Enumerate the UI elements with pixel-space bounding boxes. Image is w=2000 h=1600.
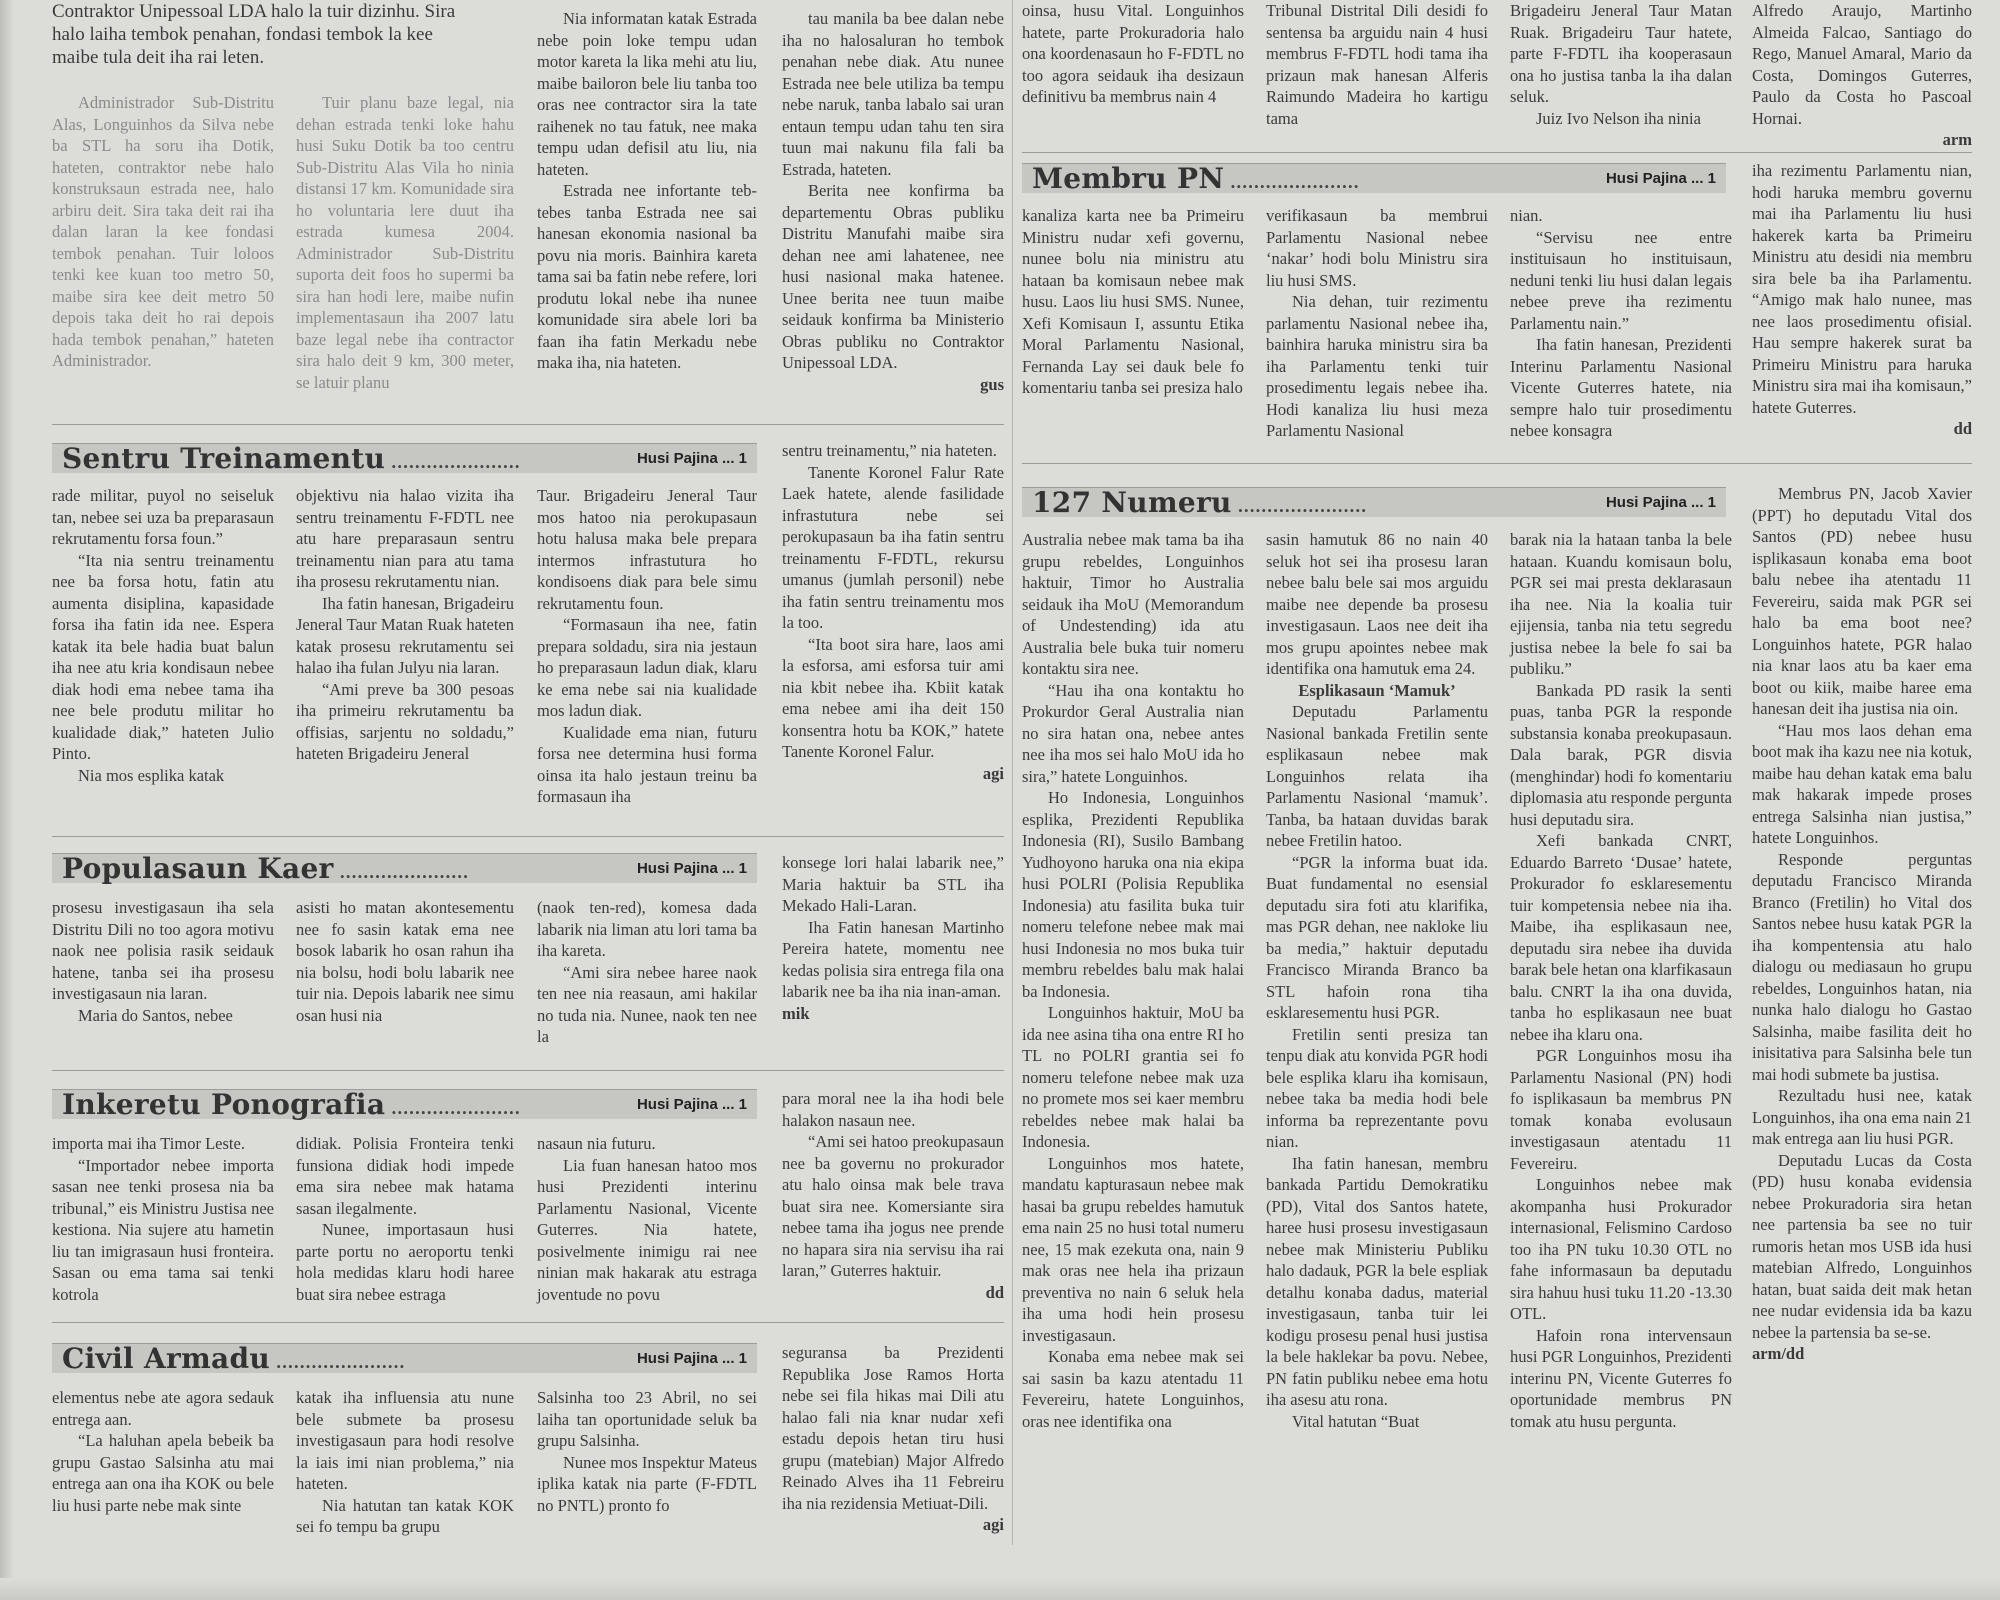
article-paragraph: Bankada PD rasik la senti puas, tanba PGR la responde substansia konaba preokupasaun. Dala barak, PGR disvia (menghindar) hodi fo komentariu diplomasia atu responde pergunta husi deputadu sira. (1510, 680, 1732, 829)
article-paragraph: Estrada nee infortante teb-tebes tanba Estrada nee sai hanesan ekonomia nasional ba povu nia moris. Bainhira kareta tama sai ba fatin nebe refere, lori produtu lokal nebe iha nunee komunidade sira abele lori ba faan iha fatin Merkadu nebe maka iha, nia hateten. (537, 181, 757, 372)
article-paragraph: didiak. Polisia Fronteira tenki funsiona didiak hodi impede ema sira nebee mak hatama sasan ilegalmente. (296, 1134, 514, 1218)
article-paragraph: Taur. Brigadeiru Jeneral Taur mos hatoo nia perokupasaun hotu halusa maka bele prepara intermos infrastutura ho kondisoens diak para bele simu rekrutamentu foun. (537, 486, 757, 613)
article-paragraph: barak nia la hataan tanba la bele hataan. Kuandu komisaun bolu, PGR sei mai presta deklarasaun iha nee. Nia la koalia tuir ejijensia, tanba nia tetu segredu justisa nebee la bele fo sai ba publiku.” (1510, 530, 1732, 678)
section-rule (52, 836, 1004, 837)
article-paragraph: “Servisu nee entre instituisaun ho instituisaun, neduni tenki liu husi dalan legais nebee preve iha rezimentu Parlamentu nain.” (1510, 227, 1732, 333)
article-paragraph: Iha Fatin hanesan Martinho Pereira hatete, momentu nee kedas polisia sira entrega fila ona labarik nee ba iha nia inan-aman. (782, 917, 1004, 1001)
article-paragraph: Vital hatutan “Buat (1292, 1411, 1420, 1431)
author-sign: dd (985, 1282, 1004, 1302)
article-paragraph: verifikasaun ba membrui Parlamentu Nasional nebee ‘nakar’ hodi bolu Ministru sira liu husi SMS. (1266, 206, 1488, 290)
sentru-col-2 (296, 485, 514, 820)
top-left-col-4 (782, 8, 1004, 410)
section-title: Membru PN ..... (1032, 162, 1359, 195)
inkeretu-col-2 (296, 1133, 514, 1311)
page-reference: Husi Pajina ... 1 (1605, 170, 1716, 187)
article-paragraph: Iha fatin hanesan, Prezidenti Interinu Parlamentu Nasional Vicente Guterres hatete, nia sempre halo tuir prosedimentu nebee konsagra (1510, 335, 1732, 440)
article-paragraph: asisti ho matan akontesementu nee fo sasin katak ema nee bosok labarik ho osan rahun iha nia bolsu, hodi bolu labarik nee tuir nia. Depois labarik nee simu osan husi nia (296, 898, 514, 1025)
article-paragraph: kanaliza karta nee ba Primeiru Ministru nudar xefi governu, nunee bolu nia ministru atu hataan ba komisaun nebee mak husu. Laos liu husi SMS. Nunee, Xefi Komisaun I, assuntu Etika Moral Parlamentu Nasional, Fernanda Lay sei dauk bele fo komentariu tanba sei presiza halo (1022, 206, 1244, 397)
article-paragraph: nian. (1510, 206, 1543, 225)
article-paragraph: tau manila ba bee dalan nebe iha no halosaluran ho tembok penahan nebe diak. Atu nunee Estrada nee bele utiliza ba tempu nebe naruk, tanba labalo sai uran entaun tempu udan tahu ten sira tuun mai nakunu fila fali ba Estrada, hateten. (782, 9, 1004, 179)
article-paragraph: iha rezimentu Parlamentu nian, hodi haruka membru governu mai iha Parlamentu liu husi hakerek karta ba Primeiru Ministru atu desidi nia membru sira bele ba iha Parlamentu. “Amigo mak halo nunee, mas nee laos prosedimentu ofisial. Hau sempre hakerek surat ba Primeiru Ministru para haruka Ministru sira mai iha komisaun,” hatete Guterres. (1752, 161, 1972, 417)
article-paragraph: Tanente Koronel Falur Rate Laek hatete, alende fasilidade infrastutura nebe sei perokupasaun ba iha fatin sentru treinamentu F-FDTL, rekursu umanus (jumlah personil) nebe iha fatin sentru treinamentu mos la too. (782, 462, 1004, 632)
article-paragraph: Fretilin senti presiza tan tenpu diak atu konvida PGR hodi bele esplika klaru iha komisaun, nebee taka ba media hodi bele informa ba reprezentante povu nian. (1266, 1024, 1488, 1151)
section-rule (52, 424, 1004, 425)
article-paragraph: Brigadeiru Jeneral Taur Matan Ruak. Brigadeiru Taur hatete, parte F-FDTL iha kooperasaun ona ho justisa tanba la iha dalan seluk. (1510, 1, 1732, 106)
article-paragraph: Deputadu Lucas da Costa (PD) husu konaba evidensia nebee Prokuradoria sira hetan nee partensia ba see no tuir rumoris hetan mos USB ida husi matebian Alfredo, Longuinhos hatan, buat saida deit mak hetan nee nudar evidensia ida ba kazu nebee la partensia ba se-se. (1752, 1150, 1972, 1342)
top-right-col-3 (1510, 0, 1732, 128)
section-header-populasaun (52, 853, 757, 883)
section-header-membru-pn (1022, 163, 1726, 193)
article-paragraph: (naok ten-red), komesa dada labarik nia liman atu lori tama ba iha kareta. (537, 898, 757, 960)
author-sign: gus (980, 374, 1004, 394)
section-rule (52, 1070, 1004, 1071)
populasaun-col-1 (52, 897, 274, 1059)
section-title: 127 Numeru ..... (1032, 486, 1367, 519)
article-paragraph: Iha fatin hanesan, Brigadeiru Jeneral Taur Matan Ruak hateten katak prosesu rekrutamentu sei halao iha fulan Julyu nia laran. (296, 593, 514, 677)
author-sign: agi (982, 1515, 1004, 1534)
article-paragraph: Australia nebee mak tama ba iha grupu rebeldes, Longuinhos haktuir, Timor ho Australia seidauk iha MoU (Memorandum of Undestending) ida atu Australia bele buka tuir nomeru kontaktu sira nee. (1022, 530, 1244, 678)
article-paragraph: Nunee mos Inspektur Mateus iplika katak nia parte (F-FDTL no PNTL) pronto fo (537, 1452, 757, 1515)
article-paragraph: Juiz Ivo Nelson iha ninia (1536, 108, 1701, 128)
article-paragraph: konsege lori halai labarik nee,” Maria haktuir ba STL iha Mekado Hali-Laran. (782, 853, 1004, 915)
author-sign: agi (982, 763, 1004, 783)
numeru-col-3 (1510, 529, 1732, 1529)
article-paragraph: importa mai iha Timor Leste. (52, 1134, 245, 1153)
article-paragraph: seguransa ba Prezidenti Republika Jose Ramos Horta nebe sei fila hikas mai Dili atu halao fali nia knar nudar xefi estadu depois hetan tiru husi grupu (matebian) Major Alfredo Reinado Alves iha 11 Febreiru iha nia rezidensia Metiuat-Dili. (782, 1343, 1004, 1513)
inkeretu-col-4 (782, 1088, 1004, 1311)
numeru-col-1 (1022, 529, 1244, 1529)
article-paragraph: Lia fuan hanesan hatoo mos husi Prezidenti interinu Parlamentu Nasional, Vicente Guterres. Nia hatete, posivelmente inimigu rai nee ninian mak hakarak atu estraga joventude no povu (537, 1155, 757, 1304)
article-paragraph: Longuinhos haktuir, MoU ba ida nee asina tiha ona entre RI ho TL no POLRI grantia sei fo nomeru telefone nebee mak uza no promete mos sei kaer membru rebeldes nebee mak halai ba Indonesia. (1022, 1003, 1244, 1151)
civil-col-4 (782, 1342, 1004, 1534)
article-paragraph: Berita nee konfirma ba departementu Obras publiku Distritu Manufahi maibe sira dehan nee ami lahatenee, nee husi nasional maka hatenee. Unee berita nee tuun maibe seidauk konfirma ba Ministerio Obras publiku no Contraktor Unipessoal LDA. (782, 181, 1004, 372)
section-rule (1022, 463, 1972, 464)
author-sign: arm (1942, 130, 1972, 149)
article-paragraph: “La haluhan apela bebeik ba grupu Gastao Salsinha atu mai entrega aan ona iha KOK ou bele liu husi parte nebe mak sinte (52, 1431, 274, 1515)
article-paragraph: Kualidade ema nian, futuru forsa nee determina husi forma oinsa ita halo jestaun treinu ba formasaun iha (537, 722, 757, 806)
membru-pn-col-4 (1752, 160, 1972, 455)
section-rule (52, 1322, 1004, 1323)
article-paragraph: Longuinhos mos hatete, mandatu kapturasaun nebee mak hasai ba grupu rebeldes hamutuk ema nain 25 no husi total numeru nee, 15 mak ezekuta ona, nain 9 mak oras nee hela iha prizaun preventiva no nain 6 seluk hela iha uma hodi hein prosesu investigasaun. (1022, 1153, 1244, 1345)
article-paragraph: “Ami sira nebee haree naok ten nee nia reasaun, ami hakilar no tuda nia. Nunee, naok ten nee la (537, 962, 757, 1046)
section-title: Populasaun Kaer ..... (62, 852, 469, 885)
top-left-lede (52, 0, 532, 80)
author-sign: mik (782, 1003, 810, 1023)
article-paragraph: Nunee, importasaun husi parte portu no aeroportu tenki hola medidas klaru hodi haree buat sira nebee estraga (296, 1220, 514, 1304)
top-left-col-3 (537, 8, 757, 410)
lede-line: Contraktor Unipessoal LDA halo la tuir dizinhu. Sira (52, 1, 456, 22)
article-paragraph: Tribunal Distrital Dili desidi fo sentensa ba arguidu nain 4 husi membrus F-FDTL hodi tama iha prizaun mak hanesan Alferis Raimundo Madeira ho kartigu tama (1266, 1, 1488, 128)
populasaun-col-3 (537, 897, 757, 1059)
article-paragraph: “Ami preve ba 300 pesoas iha primeiru rekrutamentu ba offisias, sarjentu no soldadu,” hateten Brigadeiru Jeneral (296, 679, 514, 763)
page-reference: Husi Pajina ... 1 (636, 450, 747, 467)
article-paragraph: “PGR la informa buat ida. Buat fundamental no esensial deputadu sira foti atu klarifika, mas PGR dehan, nee nakloke liu ba media,” haktuir deputadu Francisco Miranda Branco ba STL hafoin rona tiha esklaresementu husi PGR. (1266, 852, 1488, 1022)
article-paragraph: Maria do Santos, nebee (78, 1005, 233, 1025)
top-right-col-1 (1022, 0, 1244, 128)
populasaun-col-2 (296, 897, 514, 1059)
article-paragraph: Administrador Sub-Distritu Alas, Longuinhos da Silva nebe ba STL ha soru iha Dotik, hateten, contraktor nebe halo konstruksaun estrada nee, halo arbiru deit. Sira taka deit rai iha dalan laran la kee fondasi tembok penahan. Tuir loloos tenki kee kuan too metro 50, maibe sira kee deit metro 50 depois taka deit ho rai depois hada tembok penahan,” hateten Administrador. (52, 93, 274, 370)
article-paragraph: para moral nee la iha hodi bele halakon nasaun nee. (782, 1089, 1004, 1130)
article-paragraph: Ho Indonesia, Longuinhos esplika, Prezidenti Republika Indonesia (RI), Susilo Bambang Yudhoyono haruka ona nia ekipa husi POLRI (Polisia Republika Indonesia) atu fasilita buka tuir nomeru telefone nebee mak mai husi Indonesia no mos buka tuir membru rebeldes balu mak halai ba Indonesia. (1022, 788, 1244, 1001)
section-title: Sentru Treinamentu ..... (62, 442, 520, 475)
article-paragraph: Longuinhos nebee mak akompanha husi Prokurador internasional, Felismino Cardoso too iha PN tuku 10.30 OTL no fahe informasaun ba deputadu sira hahuu husi tuku 11.20 -13.30 OTL. (1510, 1175, 1732, 1323)
article-paragraph: oinsa, husu Vital. Longuinhos hatete, parte Prokuradoria halo ona koordenasaun ho F-FDTL no too agora seidauk iha desizaun definitivu ba membrus nain 4 (1022, 1, 1244, 106)
page-bottom-shadow (0, 1578, 2000, 1600)
top-right-col-4 (1752, 0, 1972, 149)
article-paragraph: elementus nebe ate agora sedauk entrega aan. (52, 1388, 274, 1429)
sentru-col-4 (782, 440, 1004, 820)
section-rule (1022, 152, 1972, 153)
section-header-127-numeru (1022, 487, 1726, 517)
article-paragraph: Iha fatin hanesan, membru bankada Partidu Demokratiku (PD), Vital dos Santos hatete, haree husi prosesu investigasaun nebee mak Ministeriu Publiku halo dadauk, PGR la bele espliak detalhu konaba dadus, material investigasaun, tanba tuir lei kodigu prosesu penal husi justisa la bele haklekar ba povu. Nebee, PN fatin publiku nebee ema hotu iha asesu atu rona. (1266, 1153, 1488, 1409)
sentru-col-1 (52, 485, 274, 820)
civil-col-2 (296, 1387, 514, 1536)
page-reference: Husi Pajina ... 1 (636, 1096, 747, 1113)
article-paragraph: “Ita boot sira hare, laos ami la esforsa, ami esforsa tuir ami nia kbit nebee iha. Kbiit katak ema nebee ami iha deit 150 konsentra hotu ba KOK,” hatete Tanente Koronel Falur. (782, 634, 1004, 761)
article-paragraph: rade militar, puyol no seiseluk tan, nebee sei uza ba preparasaun rekrutamentu forsa foun.” (52, 486, 274, 548)
section-header-inkeretu (52, 1089, 757, 1119)
top-left-col-2 (296, 92, 514, 410)
page-reference: Husi Pajina ... 1 (1605, 494, 1716, 511)
article-paragraph: Nia informatan katak Estrada nebe poin loke tempu udan motor kareta la lika mehi atu liu, maibe bailoron bele liu tanba too oras nee contractor sira la tate raihenek no tau fatuk, nee maka tempu udan defisil atu liu, nia hateten. (537, 9, 757, 179)
author-sign: arm/dd (1752, 1344, 1805, 1363)
article-paragraph: Rezultadu husi nee, katak Longuinhos, iha ona ema nain 21 mak entrega aan liu husi PGR. (1752, 1086, 1972, 1148)
lede-line: halo laiha tembok penahan, fondasi tembok la kee (52, 24, 433, 45)
article-paragraph: sentru treinamentu,” nia hateten. (782, 441, 997, 460)
subheading: Esplikasaun ‘Mamuk’ (1298, 680, 1456, 700)
article-paragraph: Nia dehan, tuir rezimentu parlamentu Nasional nebee iha, bainhira haruka ministru sira ba iha Parlamentu tenki tuir prosedimentu legais nebee iha. Hodi kanaliza liu husi meza Parlamentu Nasional (1266, 292, 1488, 440)
article-paragraph: Nia hatutan tan katak KOK sei fo tempu ba grupu (296, 1495, 514, 1536)
article-paragraph: Alfredo Araujo, Martinho Almeida Falcao, Santiago do Rego, Manuel Amaral, Mario da Costa, Domingos Guterres, Paulo da Costa ho Pascoal Hornai. (1752, 1, 1972, 128)
populasaun-col-4 (782, 852, 1004, 1059)
civil-col-1 (52, 1387, 274, 1527)
article-paragraph: nasaun nia futuru. (537, 1134, 656, 1153)
inkeretu-col-3 (537, 1133, 757, 1311)
section-title: Inkeretu Ponografia ..... (62, 1088, 520, 1121)
membru-pn-col-3 (1510, 205, 1732, 455)
author-sign: dd (1953, 419, 1972, 438)
sentru-col-3 (537, 485, 757, 820)
top-left-col-1 (52, 92, 274, 410)
lede-line: maibe tula deit iha rai leten. (52, 47, 265, 68)
page-fold-shadow (0, 0, 14, 1600)
article-paragraph: Xefi bankada CNRT, Eduardo Barreto ‘Dusae’ hatete, Prokurador fo esklaresementu tuir kompetensia nebee nia iha. Maibe, iha esplikasaun nee, deputadu sira nebee iha duvida barak bele hetan ona klarfikasaun balu. CNRT la iha ona duvida, tanba ho esplikasaun nee buat nebee iha klaru ona. (1510, 831, 1732, 1044)
page-reference: Husi Pajina ... 1 (636, 1350, 747, 1367)
article-paragraph: “Hau mos laos dehan ema boot mak iha kazu nee nia kotuk, maibe hau dehan katak ema balu mak hakarak impede proses entrega Salsinha nian justisa,” hatete Longuinhos. (1752, 720, 1972, 847)
article-paragraph: objektivu nia halao vizita iha sentru treinamentu F-FDTL nee atu hare preparasaun sentru treinamentu nian para atu tama iha prosesu rekrutamentu nian. (296, 486, 514, 591)
article-paragraph: “Importador nebee importa sasan nee tenki prosesa nia ba tribunal,” eis Ministru Justisa nee kestiona. Nia sujere atu hametin liu tan imigrasaun husi fronteira. Sasan ou ema tama sai tenki kotrola (52, 1155, 274, 1304)
article-paragraph: “Hau iha ona kontaktu ho Prokurdor Geral Australia nian no sira hatan ona, nebee antes nee iha mos sei halo MoU ida ho sira,” hatete Longuinhos. (1022, 680, 1244, 786)
page-reference: Husi Pajina ... 1 (636, 860, 747, 877)
membru-pn-col-2 (1266, 205, 1488, 455)
numeru-col-2 (1266, 529, 1488, 1529)
top-right-col-2 (1266, 0, 1488, 128)
article-paragraph: Deputadu Parlamentu Nasional bankada Fretilin sente esplikasaun nebee mak Longuinhos relata iha Parlamentu Nasional ‘mamuk’. Tanba, ba hataan duvidas barak nebee Fretilin hatoo. (1266, 702, 1488, 850)
section-header-sentru (52, 443, 757, 473)
article-paragraph: Tuir planu baze legal, nia dehan estrada tenki loke hahu husi Suku Dotik ba too centru Sub-Distritu Alas Vila ho ninia distansi 17 km. Komunidade sira ho voluntaria lere duut iha estrada kumesa 2004. Administrador Sub-Distritu suporta deit foos ho supermi ba sira han hodi lere, maibe nufin implementasaun iha 2007 latu baze legal nebe iha contractor sira halo deit 9 km, 300 meter, se latuir planu (296, 93, 514, 392)
article-paragraph: “Ami sei hatoo preokupasaun nee ba governu no prokurador atu halo oinsa mak bele trava buat sira nee. Komersiante sira nebee tama iha jogus nee prende no hapara sira nia servisu iha rai laran,” Guterres haktuir. (782, 1132, 1004, 1280)
article-paragraph: PGR Longuinhos mosu iha Parlamentu Nasional (PN) hodi fo isplikasaun ba membrus PN tomak konaba evolusaun investigasaun atentadu 11 Fevereiru. (1510, 1046, 1732, 1173)
article-paragraph: “Ita nia sentru treinamentu nee ba forsa hotu, fatin atu aumenta disiplina, kapasidade forsa iha fatin ida nee. Espera katak ita bele hadia buat balun iha nee atu kria kondisaun nebee diak hodi ema nebee tama iha nee bele produtu militar ho kualidade diak,” hateten Julio Pinto. (52, 550, 274, 763)
membru-pn-col-1 (1022, 205, 1244, 455)
numeru-col-4 (1752, 483, 1972, 1529)
column-divider (1012, 0, 1013, 1545)
civil-col-3 (537, 1387, 757, 1527)
article-paragraph: Salsinha too 23 Abril, no sei laiha tan oportunidade seluk ba grupu Salsinha. (537, 1388, 757, 1450)
article-paragraph: “Formasaun iha nee, fatin prepara soldadu, sira nia jestaun ho preparasaun ladun diak, klaru ke ema nebe sai nia kualidade mos ladun diak. (537, 615, 757, 720)
article-paragraph: prosesu investigasaun iha sela Distritu Dili no too agora motivu naok nee polisia rasik seidauk hatene, tanba sei iha prosesu investigasaun nia laran. (52, 898, 274, 1003)
section-header-civil (52, 1343, 757, 1373)
inkeretu-col-1 (52, 1133, 274, 1311)
article-paragraph: Konaba ema nebee mak sei sai sasin ba kazu atentadu 11 Fevereiru, hatete Longuinhos, oras nee identifika ona (1022, 1347, 1244, 1431)
article-paragraph: Hafoin rona intervensaun husi PGR Longuinhos, Prezidenti interinu PN, Vicente Guterres fo oportunidade membrus PN tomak atu husu pergunta. (1510, 1325, 1732, 1431)
article-paragraph: sasin hamutuk 86 no nain 40 seluk hot sei iha prosesu laran nebee balu bele sai mos arguidu maibe nee depende ba prosesu investigasaun. Laos nee deit iha mos grupu apointes nebee mak identifika ona hamutuk ema 24. (1266, 530, 1488, 678)
article-paragraph: Responde perguntas deputadu Francisco Miranda Branco (Fretilin) ho Vital dos Santos nebee husu katak PGR la iha kompentensia atu halo dialogu ou mediasaun ho grupu rebeldes, Longuinhos hatan, nia nunka halo dialogu ho Gastao Salsinha, maibe fasilita deit ho inisitativa para Salsinha bele tun mai hodi submete ba justisa. (1752, 849, 1972, 1084)
section-title: Civil Armadu ..... (62, 1342, 405, 1375)
article-paragraph: Nia mos esplika katak (78, 765, 225, 785)
article-paragraph: Membrus PN, Jacob Xavier (PPT) ho deputadu Vital dos Santos (PD) nebee husu isplikasaun konaba ema boot balu nebee iha atentadu 11 Fevereiru, saida mak PGR sei halo ba ema boot nee? Longuinhos hatete, PGR halao nia knar laos atu ba kaer ema boot ou kiik, maibe haree ema hanesan deit iha justisa nia oin. (1752, 484, 1972, 718)
article-paragraph: katak iha influensia atu nune bele submete ba prosesu investigasaun para hodi resolve la iais imi nian problema,” nia hateten. (296, 1388, 514, 1493)
